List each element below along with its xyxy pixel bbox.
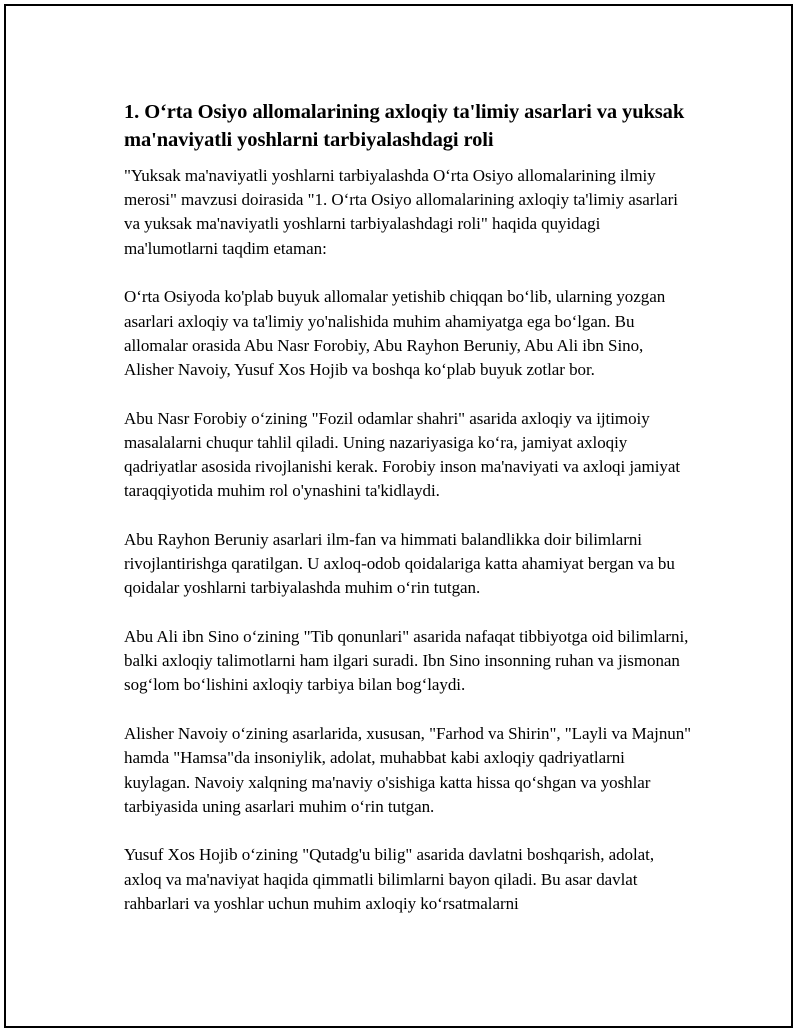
section-heading: 1. O‘rta Osiyo allomalarining axloqiy ta'limiy asarlari va yuksak ma'naviyatli yoshlarni tarbiyalashdagi roli: [124, 101, 685, 151]
paragraph-forobiy: Abu Nasr Forobiy o‘zining "Fozil odamlar shahri" asarida axloqiy va ijtimoiy masalalarni chuqur tahlil qiladi. Uning nazariyasiga ko‘ra, jamiyat axloqiy qadriyatlar asosida rivojlanishi kerak. Forobiy inson ma'naviyati va axloqi jamiyat taraqqiyotida muhim rol o'ynashini ta'kidlaydi.: [124, 408, 681, 501]
paragraph-scholars-overview: O‘rta Osiyoda ko'plab buyuk allomalar yetishib chiqqan bo‘lib, ularning yozgan asarlari axloqiy va ta'limiy yo'nalishida muhim ahamiyatga ega bo‘lgan. Bu allomalar orasida Abu Nasr Forobiy, Abu Rayhon Beruniy, Abu Ali ibn Sino, Alisher Navoiy, Yusuf Xos Hojib va boshqa ko‘plab buyuk zotlar bor.: [124, 287, 666, 379]
paragraph-intro: "Yuksak ma'naviyatli yoshlarni tarbiyalashda O‘rta Osiyo allomalarining ilmiy merosi" mavzusi doirasida "1. O‘rta Osiyo allomalarining axloqiy ta'limiy asarlari va yuksak ma'naviyatli yoshlarni tarbiyalashdagi roli" haqida quyidagi ma'lumotlarni taqdim etaman:: [124, 166, 678, 258]
paragraph-ibn-sino: Abu Ali ibn Sino o‘zining "Tib qonunlari" asarida nafaqat tibbiyotga oid bilimlarni, balki axloqiy talimotlarni ham ilgari suradi. Ibn Sino insonning ruhan va jismonan sog‘lom bo‘lishini axloqiy tarbiya bilan bog‘laydi.: [124, 627, 689, 695]
page-frame: [4, 4, 793, 1028]
document-body: [124, 98, 694, 941]
paragraph-beruniy: Abu Rayhon Beruniy asarlari ilm-fan va himmati balandlikka doir bilimlarni rivojlantirishga qaratilgan. U axloq-odob qoidalariga katta ahamiyat bergan va bu qoidalar yoshlarni tarbiyalashda muhim o‘rin tutgan.: [124, 529, 675, 598]
paragraph-navoiy: Alisher Navoiy o‘zining asarlarida, xususan, "Farhod va Shirin", "Layli va Majnun" hamda "Hamsa"da insoniylik, adolat, muhabbat kabi axloqiy qadriyatlarni kuylagan. Navoiy xalqning ma'naviy o'sishiga katta hissa qo‘shgan va yoshlar tarbiyasida uning asarlari muhim o‘rin tutgan.: [124, 724, 692, 816]
paragraph-yusuf-xos-hojib: Yusuf Xos Hojib o‘zining "Qutadg'u bilig" asarida davlatni boshqarish, adolat, axloq va ma'naviyat haqida qimmatli bilimlarni bayon qiladi. Bu asar davlat rahbarlari va yoshlar uchun muhim axloqiy ko‘rsatmalarni: [124, 845, 655, 913]
